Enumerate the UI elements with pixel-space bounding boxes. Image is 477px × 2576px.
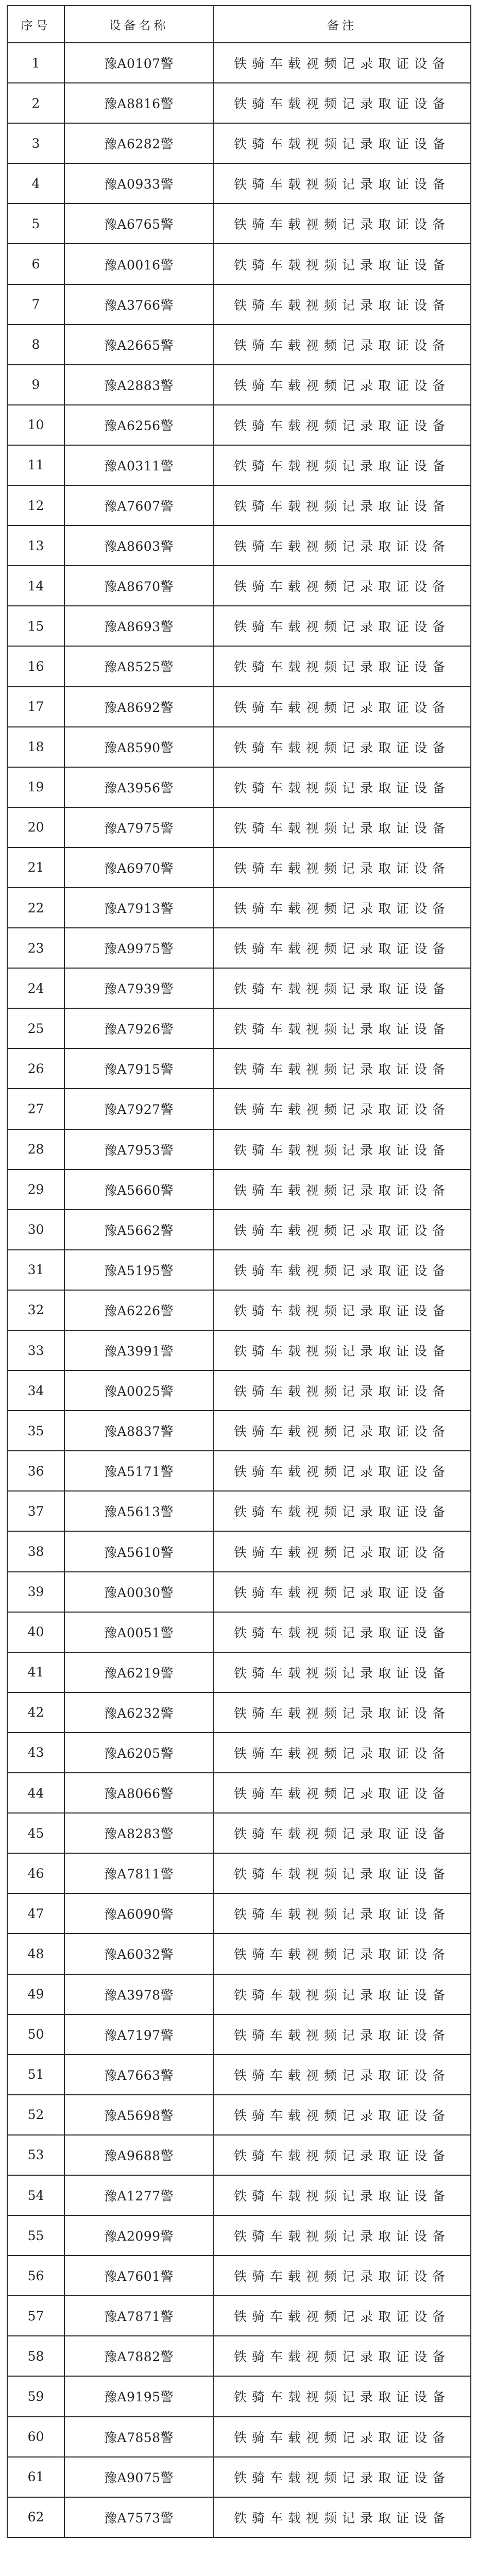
remarks-cell: 铁骑车载视频记录取证设备 — [213, 1733, 471, 1773]
table-row — [7, 1008, 471, 1048]
remarks-cell: 铁骑车载视频记录取证设备 — [213, 43, 471, 83]
device-name-cell: 豫A7871警 — [64, 2296, 213, 2336]
table-row — [7, 1451, 471, 1491]
table-row — [7, 2135, 471, 2175]
serial-number-cell: 7 — [7, 284, 64, 325]
device-name-cell: 豫A9075警 — [64, 2457, 213, 2497]
serial-number-cell: 27 — [7, 1089, 64, 1129]
table-row — [7, 1733, 471, 1773]
device-name-cell: 豫A9688警 — [64, 2135, 213, 2175]
serial-number-cell: 15 — [7, 606, 64, 646]
device-name-cell: 豫A5660警 — [64, 1170, 213, 1210]
device-name-cell: 豫A3956警 — [64, 767, 213, 807]
table-body — [7, 43, 471, 2537]
serial-number-cell: 8 — [7, 325, 64, 365]
table-row — [7, 123, 471, 163]
device-name-cell: 豫A0025警 — [64, 1370, 213, 1411]
device-name-cell: 豫A5610警 — [64, 1531, 213, 1571]
remarks-cell: 铁骑车载视频记录取证设备 — [213, 365, 471, 405]
serial-number-cell: 42 — [7, 1692, 64, 1733]
device-name-cell: 豫A0030警 — [64, 1572, 213, 1612]
table-row — [7, 687, 471, 727]
remarks-cell: 铁骑车载视频记录取证设备 — [213, 646, 471, 686]
serial-number-cell: 23 — [7, 928, 64, 968]
serial-number-cell: 35 — [7, 1411, 64, 1451]
device-name-cell: 豫A7197警 — [64, 2014, 213, 2055]
table-row — [7, 1692, 471, 1733]
serial-number-cell: 61 — [7, 2457, 64, 2497]
header-device-name: 设备名称 — [64, 6, 213, 43]
serial-number-cell: 25 — [7, 1008, 64, 1048]
remarks-cell: 铁骑车载视频记录取证设备 — [213, 1008, 471, 1048]
remarks-cell: 铁骑车载视频记录取证设备 — [213, 2014, 471, 2055]
serial-number-cell: 29 — [7, 1170, 64, 1210]
serial-number-cell: 13 — [7, 526, 64, 566]
serial-number-cell: 41 — [7, 1652, 64, 1692]
table-row — [7, 727, 471, 767]
serial-number-cell: 56 — [7, 2256, 64, 2296]
remarks-cell: 铁骑车载视频记录取证设备 — [213, 1411, 471, 1451]
serial-number-cell: 30 — [7, 1210, 64, 1250]
table-row — [7, 2376, 471, 2416]
device-name-cell: 豫A7882警 — [64, 2336, 213, 2376]
equipment-table — [7, 5, 471, 2538]
table-row — [7, 244, 471, 284]
serial-number-cell: 18 — [7, 727, 64, 767]
header-serial-number: 序号 — [7, 6, 64, 43]
table-row — [7, 325, 471, 365]
remarks-cell: 铁骑车载视频记录取证设备 — [213, 2376, 471, 2416]
serial-number-cell: 4 — [7, 163, 64, 204]
table-row — [7, 2497, 471, 2537]
table-row — [7, 2417, 471, 2457]
table-row — [7, 1572, 471, 1612]
serial-number-cell: 2 — [7, 83, 64, 123]
device-name-cell: 豫A1277警 — [64, 2175, 213, 2215]
table-row — [7, 888, 471, 928]
device-name-cell: 豫A6090警 — [64, 1893, 213, 1934]
device-name-cell: 豫A6219警 — [64, 1652, 213, 1692]
table-row — [7, 1370, 471, 1411]
table-row — [7, 2095, 471, 2135]
remarks-cell: 铁骑车载视频记录取证设备 — [213, 1210, 471, 1250]
table-row — [7, 1531, 471, 1571]
remarks-cell: 铁骑车载视频记录取证设备 — [213, 244, 471, 284]
table-row — [7, 43, 471, 83]
serial-number-cell: 43 — [7, 1733, 64, 1773]
device-name-cell: 豫A7926警 — [64, 1008, 213, 1048]
device-name-cell: 豫A6226警 — [64, 1290, 213, 1330]
table-row — [7, 485, 471, 526]
serial-number-cell: 22 — [7, 888, 64, 928]
remarks-cell: 铁骑车载视频记录取证设备 — [213, 2417, 471, 2457]
device-name-cell: 豫A8693警 — [64, 606, 213, 646]
device-name-cell: 豫A7913警 — [64, 888, 213, 928]
table-row — [7, 1652, 471, 1692]
serial-number-cell: 60 — [7, 2417, 64, 2457]
table-row — [7, 2336, 471, 2376]
serial-number-cell: 24 — [7, 968, 64, 1008]
serial-number-cell: 40 — [7, 1612, 64, 1652]
serial-number-cell: 48 — [7, 1934, 64, 1974]
remarks-cell: 铁骑车载视频记录取证设备 — [213, 1290, 471, 1330]
table-header — [7, 6, 471, 43]
device-name-cell: 豫A7858警 — [64, 2417, 213, 2457]
device-name-cell: 豫A7975警 — [64, 807, 213, 848]
serial-number-cell: 44 — [7, 1773, 64, 1813]
serial-number-cell: 14 — [7, 566, 64, 606]
device-name-cell: 豫A5195警 — [64, 1250, 213, 1290]
device-name-cell: 豫A0016警 — [64, 244, 213, 284]
table-row — [7, 1170, 471, 1210]
device-name-cell: 豫A3766警 — [64, 284, 213, 325]
remarks-cell: 铁骑车载视频记录取证设备 — [213, 2055, 471, 2095]
device-name-cell: 豫A8525警 — [64, 646, 213, 686]
device-name-cell: 豫A2665警 — [64, 325, 213, 365]
table-row — [7, 2175, 471, 2215]
remarks-cell: 铁骑车载视频记录取证设备 — [213, 1692, 471, 1733]
table-row — [7, 1089, 471, 1129]
remarks-cell: 铁骑车载视频记录取证设备 — [213, 1250, 471, 1290]
serial-number-cell: 51 — [7, 2055, 64, 2095]
table-row — [7, 2055, 471, 2095]
serial-number-cell: 52 — [7, 2095, 64, 2135]
device-name-cell: 豫A6232警 — [64, 1692, 213, 1733]
table-row — [7, 2296, 471, 2336]
serial-number-cell: 57 — [7, 2296, 64, 2336]
table-row — [7, 1853, 471, 1893]
remarks-cell: 铁骑车载视频记录取证设备 — [213, 1853, 471, 1893]
remarks-cell: 铁骑车载视频记录取证设备 — [213, 1813, 471, 1853]
remarks-cell: 铁骑车载视频记录取证设备 — [213, 2296, 471, 2336]
serial-number-cell: 6 — [7, 244, 64, 284]
table-row — [7, 284, 471, 325]
serial-number-cell: 45 — [7, 1813, 64, 1853]
remarks-cell: 铁骑车载视频记录取证设备 — [213, 928, 471, 968]
remarks-cell: 铁骑车载视频记录取证设备 — [213, 1048, 471, 1089]
remarks-cell: 铁骑车载视频记录取证设备 — [213, 284, 471, 325]
device-name-cell: 豫A0933警 — [64, 163, 213, 204]
table-row — [7, 1491, 471, 1531]
table-row — [7, 1290, 471, 1330]
table-row — [7, 1250, 471, 1290]
remarks-cell: 铁骑车载视频记录取证设备 — [213, 807, 471, 848]
remarks-cell: 铁骑车载视频记录取证设备 — [213, 1451, 471, 1491]
serial-number-cell: 20 — [7, 807, 64, 848]
remarks-cell: 铁骑车载视频记录取证设备 — [213, 1893, 471, 1934]
device-name-cell: 豫A2099警 — [64, 2215, 213, 2256]
serial-number-cell: 54 — [7, 2175, 64, 2215]
serial-number-cell: 16 — [7, 646, 64, 686]
device-name-cell: 豫A0051警 — [64, 1612, 213, 1652]
remarks-cell: 铁骑车载视频记录取证设备 — [213, 968, 471, 1008]
device-name-cell: 豫A7939警 — [64, 968, 213, 1008]
remarks-cell: 铁骑车载视频记录取证设备 — [213, 2095, 471, 2135]
serial-number-cell: 28 — [7, 1129, 64, 1170]
device-name-cell: 豫A8066警 — [64, 1773, 213, 1813]
serial-number-cell: 10 — [7, 405, 64, 445]
table-row — [7, 1129, 471, 1170]
remarks-cell: 铁骑车载视频记录取证设备 — [213, 1934, 471, 1974]
remarks-cell: 铁骑车载视频记录取证设备 — [213, 606, 471, 646]
table-row — [7, 365, 471, 405]
remarks-cell: 铁骑车载视频记录取证设备 — [213, 566, 471, 606]
remarks-cell: 铁骑车载视频记录取证设备 — [213, 1089, 471, 1129]
table-row — [7, 1813, 471, 1853]
serial-number-cell: 50 — [7, 2014, 64, 2055]
device-name-cell: 豫A7573警 — [64, 2497, 213, 2537]
serial-number-cell: 36 — [7, 1451, 64, 1491]
serial-number-cell: 33 — [7, 1330, 64, 1370]
remarks-cell: 铁骑车载视频记录取证设备 — [213, 848, 471, 888]
table-row — [7, 2014, 471, 2055]
serial-number-cell: 39 — [7, 1572, 64, 1612]
remarks-cell: 铁骑车载视频记录取证设备 — [213, 1330, 471, 1370]
remarks-cell: 铁骑车载视频记录取证设备 — [213, 163, 471, 204]
device-name-cell: 豫A7953警 — [64, 1129, 213, 1170]
device-name-cell: 豫A8590警 — [64, 727, 213, 767]
remarks-cell: 铁骑车载视频记录取证设备 — [213, 888, 471, 928]
remarks-cell: 铁骑车载视频记录取证设备 — [213, 2175, 471, 2215]
serial-number-cell: 5 — [7, 204, 64, 244]
table-row — [7, 445, 471, 485]
table-row — [7, 204, 471, 244]
remarks-cell: 铁骑车载视频记录取证设备 — [213, 325, 471, 365]
serial-number-cell: 62 — [7, 2497, 64, 2537]
remarks-cell: 铁骑车载视频记录取证设备 — [213, 1170, 471, 1210]
remarks-cell: 铁骑车载视频记录取证设备 — [213, 1370, 471, 1411]
device-name-cell: 豫A8603警 — [64, 526, 213, 566]
serial-number-cell: 32 — [7, 1290, 64, 1330]
device-name-cell: 豫A8283警 — [64, 1813, 213, 1853]
equipment-table-container — [7, 5, 470, 2538]
device-name-cell: 豫A3978警 — [64, 1974, 213, 2014]
serial-number-cell: 17 — [7, 687, 64, 727]
device-name-cell: 豫A8837警 — [64, 1411, 213, 1451]
device-name-cell: 豫A0107警 — [64, 43, 213, 83]
remarks-cell: 铁骑车载视频记录取证设备 — [213, 445, 471, 485]
remarks-cell: 铁骑车载视频记录取证设备 — [213, 526, 471, 566]
table-row — [7, 1612, 471, 1652]
serial-number-cell: 31 — [7, 1250, 64, 1290]
remarks-cell: 铁骑车载视频记录取证设备 — [213, 1773, 471, 1813]
remarks-cell: 铁骑车载视频记录取证设备 — [213, 727, 471, 767]
remarks-cell: 铁骑车载视频记录取证设备 — [213, 1612, 471, 1652]
table-row — [7, 606, 471, 646]
serial-number-cell: 21 — [7, 848, 64, 888]
remarks-cell: 铁骑车载视频记录取证设备 — [213, 1491, 471, 1531]
serial-number-cell: 9 — [7, 365, 64, 405]
table-row — [7, 1411, 471, 1451]
device-name-cell: 豫A6970警 — [64, 848, 213, 888]
serial-number-cell: 12 — [7, 485, 64, 526]
serial-number-cell: 11 — [7, 445, 64, 485]
serial-number-cell: 26 — [7, 1048, 64, 1089]
table-row — [7, 807, 471, 848]
table-row — [7, 1210, 471, 1250]
table-row — [7, 1934, 471, 1974]
remarks-cell: 铁骑车载视频记录取证设备 — [213, 1652, 471, 1692]
device-name-cell: 豫A9195警 — [64, 2376, 213, 2416]
header-remarks: 备注 — [213, 6, 471, 43]
remarks-cell: 铁骑车载视频记录取证设备 — [213, 2336, 471, 2376]
serial-number-cell: 59 — [7, 2376, 64, 2416]
remarks-cell: 铁骑车载视频记录取证设备 — [213, 2256, 471, 2296]
serial-number-cell: 37 — [7, 1491, 64, 1531]
table-row — [7, 968, 471, 1008]
serial-number-cell: 55 — [7, 2215, 64, 2256]
serial-number-cell: 46 — [7, 1853, 64, 1893]
remarks-cell: 铁骑车载视频记录取证设备 — [213, 204, 471, 244]
device-name-cell: 豫A7915警 — [64, 1048, 213, 1089]
serial-number-cell: 49 — [7, 1974, 64, 2014]
remarks-cell: 铁骑车载视频记录取证设备 — [213, 1129, 471, 1170]
serial-number-cell: 53 — [7, 2135, 64, 2175]
serial-number-cell: 34 — [7, 1370, 64, 1411]
table-row — [7, 1974, 471, 2014]
device-name-cell: 豫A6282警 — [64, 123, 213, 163]
device-name-cell: 豫A8670警 — [64, 566, 213, 606]
table-row — [7, 2457, 471, 2497]
serial-number-cell: 1 — [7, 43, 64, 83]
table-row — [7, 1893, 471, 1934]
table-row — [7, 83, 471, 123]
remarks-cell: 铁骑车载视频记录取证设备 — [213, 83, 471, 123]
table-row — [7, 1773, 471, 1813]
device-name-cell: 豫A5662警 — [64, 1210, 213, 1250]
device-name-cell: 豫A7607警 — [64, 485, 213, 526]
serial-number-cell: 3 — [7, 123, 64, 163]
remarks-cell: 铁骑车载视频记录取证设备 — [213, 2215, 471, 2256]
serial-number-cell: 47 — [7, 1893, 64, 1934]
remarks-cell: 铁骑车载视频记录取证设备 — [213, 767, 471, 807]
header-row — [7, 6, 471, 43]
device-name-cell: 豫A0311警 — [64, 445, 213, 485]
remarks-cell: 铁骑车载视频记录取证设备 — [213, 2135, 471, 2175]
remarks-cell: 铁骑车载视频记录取证设备 — [213, 123, 471, 163]
device-name-cell: 豫A7663警 — [64, 2055, 213, 2095]
device-name-cell: 豫A5613警 — [64, 1491, 213, 1531]
table-row — [7, 1048, 471, 1089]
table-row — [7, 767, 471, 807]
serial-number-cell: 58 — [7, 2336, 64, 2376]
table-row — [7, 848, 471, 888]
remarks-cell: 铁骑车载视频记录取证设备 — [213, 1572, 471, 1612]
table-row — [7, 405, 471, 445]
device-name-cell: 豫A6205警 — [64, 1733, 213, 1773]
table-row — [7, 2215, 471, 2256]
device-name-cell: 豫A5698警 — [64, 2095, 213, 2135]
device-name-cell: 豫A6765警 — [64, 204, 213, 244]
table-row — [7, 163, 471, 204]
remarks-cell: 铁骑车载视频记录取证设备 — [213, 2497, 471, 2537]
remarks-cell: 铁骑车载视频记录取证设备 — [213, 1974, 471, 2014]
serial-number-cell: 19 — [7, 767, 64, 807]
device-name-cell: 豫A6032警 — [64, 1934, 213, 1974]
table-row — [7, 2256, 471, 2296]
table-row — [7, 526, 471, 566]
device-name-cell: 豫A8816警 — [64, 83, 213, 123]
device-name-cell: 豫A8692警 — [64, 687, 213, 727]
remarks-cell: 铁骑车载视频记录取证设备 — [213, 1531, 471, 1571]
device-name-cell: 豫A3991警 — [64, 1330, 213, 1370]
remarks-cell: 铁骑车载视频记录取证设备 — [213, 405, 471, 445]
serial-number-cell: 38 — [7, 1531, 64, 1571]
device-name-cell: 豫A9975警 — [64, 928, 213, 968]
device-name-cell: 豫A6256警 — [64, 405, 213, 445]
device-name-cell: 豫A7811警 — [64, 1853, 213, 1893]
remarks-cell: 铁骑车载视频记录取证设备 — [213, 687, 471, 727]
device-name-cell: 豫A5171警 — [64, 1451, 213, 1491]
device-name-cell: 豫A7927警 — [64, 1089, 213, 1129]
table-row — [7, 646, 471, 686]
table-row — [7, 1330, 471, 1370]
table-row — [7, 566, 471, 606]
device-name-cell: 豫A2883警 — [64, 365, 213, 405]
table-row — [7, 928, 471, 968]
device-name-cell: 豫A7601警 — [64, 2256, 213, 2296]
remarks-cell: 铁骑车载视频记录取证设备 — [213, 485, 471, 526]
remarks-cell: 铁骑车载视频记录取证设备 — [213, 2457, 471, 2497]
